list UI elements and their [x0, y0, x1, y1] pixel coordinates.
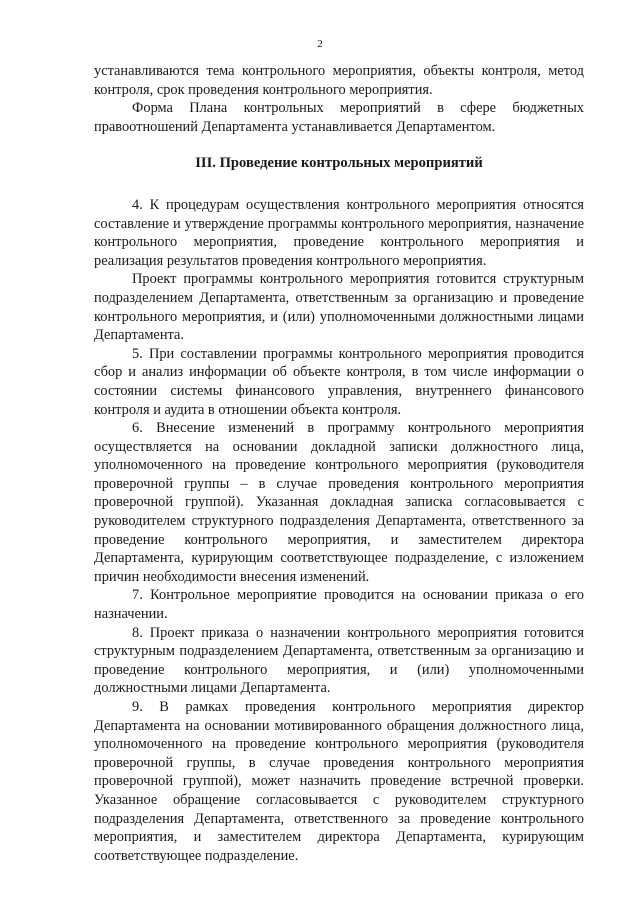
- document-body: [94, 62, 584, 865]
- paragraph-8: 8. Проект приказа о назначении контрольного мероприятия готовится структурным подразделением Департамента, ответственным за организацию и проведение контрольного мероприятия, и (или) уполномоченными должностными лицами Департамента.: [94, 624, 584, 697]
- paragraph-4: 4. К процедурам осуществления контрольного мероприятия относятся составление и утверждение программы контрольного мероприятия, назначение контрольного мероприятия, проведение контрольного мероприятия и реализация результатов проведения контрольного мероприятия.: [94, 196, 584, 269]
- page-number: 2: [317, 38, 323, 50]
- paragraph-7: 7. Контрольное мероприятие проводится на основании приказа о его назначении.: [94, 587, 584, 623]
- paragraph-5: 5. При составлении программы контрольного мероприятия проводится сбор и анализ информации об объекте контроля, в том числе информации о состоянии системы финансового управления, внутреннего финансового контроля и аудита в отношении объекта контроля.: [94, 345, 584, 418]
- paragraph-4-project: Проект программы контрольного мероприятия готовится структурным подразделением Департамента, ответственным за организацию и проведение контрольного мероприятия, и (или) уполномоченными должностными лицами Департамента.: [94, 271, 584, 344]
- paragraph-plan-form: Форма Плана контрольных мероприятий в сфере бюджетных правоотношений Департамента устанавливается Департаментом.: [94, 100, 584, 135]
- paragraph-9: 9. В рамках проведения контрольного мероприятия директор Департамента на основании мотивированного обращения должностного лица, уполномоченного на проведение контрольного мероприятия (руководителя проверочной группы, в случае проведения контрольного мероприятия проверочной группой), может назначить проведение встречной проверки. Указанное обращение согласовывается с руководителем структурного подразделения Департамента, ответственного за проведение контрольного мероприятия, и заместителем директора Департамента, курирующим соответствующее подразделение.: [94, 699, 584, 864]
- section-heading: III. Проведение контрольных мероприятий: [195, 155, 483, 172]
- paragraph-continuation: устанавливаются тема контрольного мероприятия, объекты контроля, метод контроля, срок проведения контрольного мероприятия.: [94, 63, 584, 98]
- paragraph-6: 6. Внесение изменений в программу контрольного мероприятия осуществляется на основании докладной записки должностного лица, уполномоченного на проведение контрольного мероприятия (руководителя проверочной группы – в случае проведения контрольного мероприятия проверочной группой). Указанная докладная записка согласовывается с руководителем структурного подразделения Департамента, ответственного за проведение контрольного мероприятия, и заместителем директора Департамента, курирующим соответствующее подразделение, с изложением причин необходимости внесения изменений.: [94, 420, 584, 585]
